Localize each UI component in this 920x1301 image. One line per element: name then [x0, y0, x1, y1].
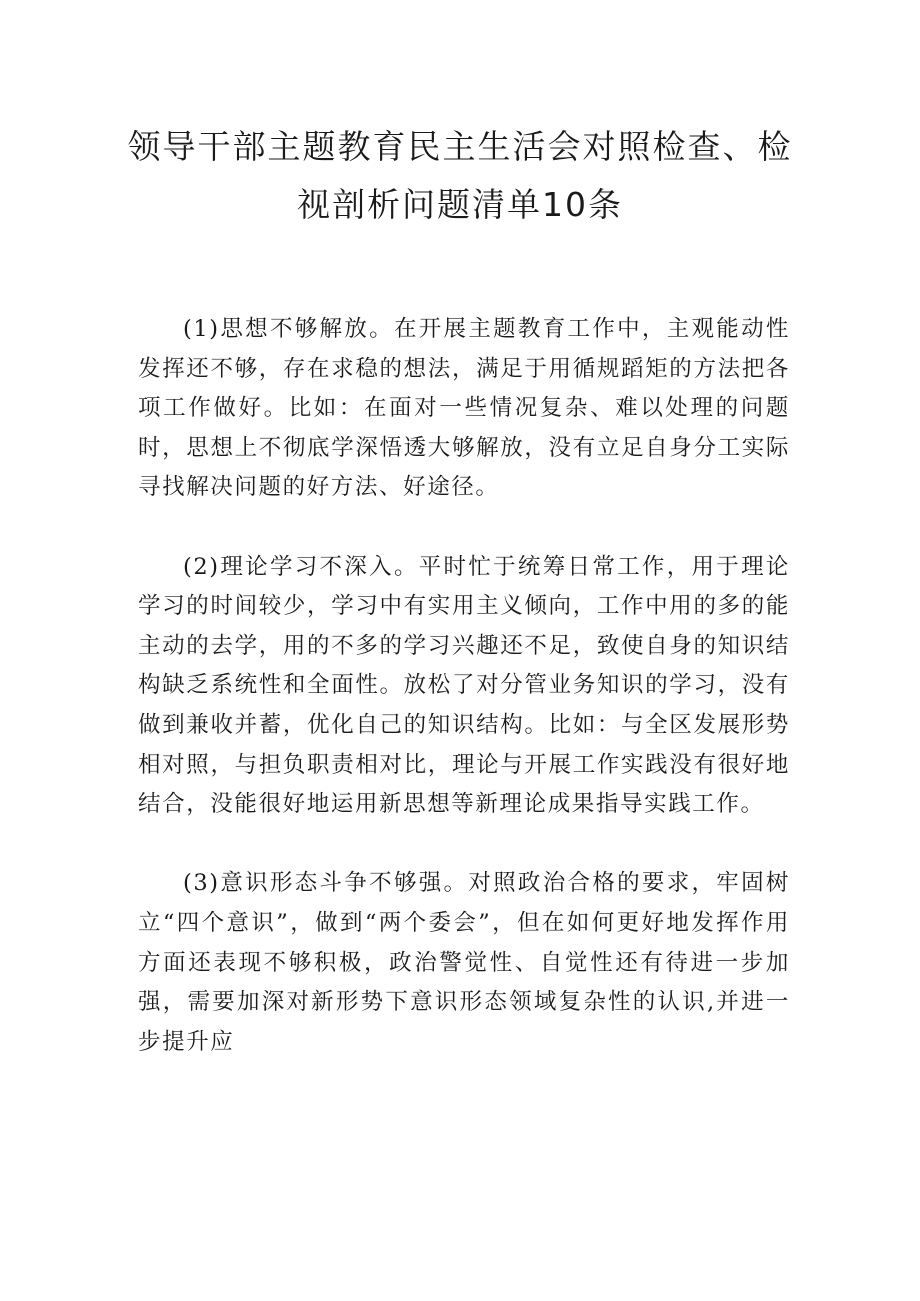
paragraph-2: (2)理论学习不深入。平时忙于统筹日常工作，用于理论学习的时间较少，学习中有实用主义倾向，工作中用的多的能主动的去学，用的不多的学习兴趣还不足，致使自身的知识结构缺乏系统性和全面性。放松了对分管业务知识的学习，没有做到兼收并蓄，优化自己的知识结构。比如：与全区发展形势相对照，与担负职责相对比，理论与开展工作实践没有很好地结合，没能很好地运用新思想等新理论成果指导实践工作。	[138, 553, 790, 818]
paragraph-3: (3)意识形态斗争不够强。对照政治合格的要求，牢固树立“四个意识”，做到“两个委会”，但在如何更好地发挥作用方面还表现不够积极，政治警觉性、自觉性还有待进一步加强，需要加深对新形势下意识形态领域复杂性的认识,并进一步提升应	[138, 870, 790, 1055]
document-body	[138, 310, 790, 1102]
paragraph-1: (1)思想不够解放。在开展主题教育工作中，主观能动性发挥还不够，存在求稳的想法，满足于用循规蹈矩的方法把各项工作做好。比如：在面对一些情况复杂、难以处理的问题时，思想上不彻底学深悟透大够解放，没有立足自身分工实际寻找解决问题的好方法、好途径。	[138, 316, 790, 501]
document-title: 领导干部主题教育民主生活会对照检查、检视剖析问题清单10条	[127, 127, 793, 224]
